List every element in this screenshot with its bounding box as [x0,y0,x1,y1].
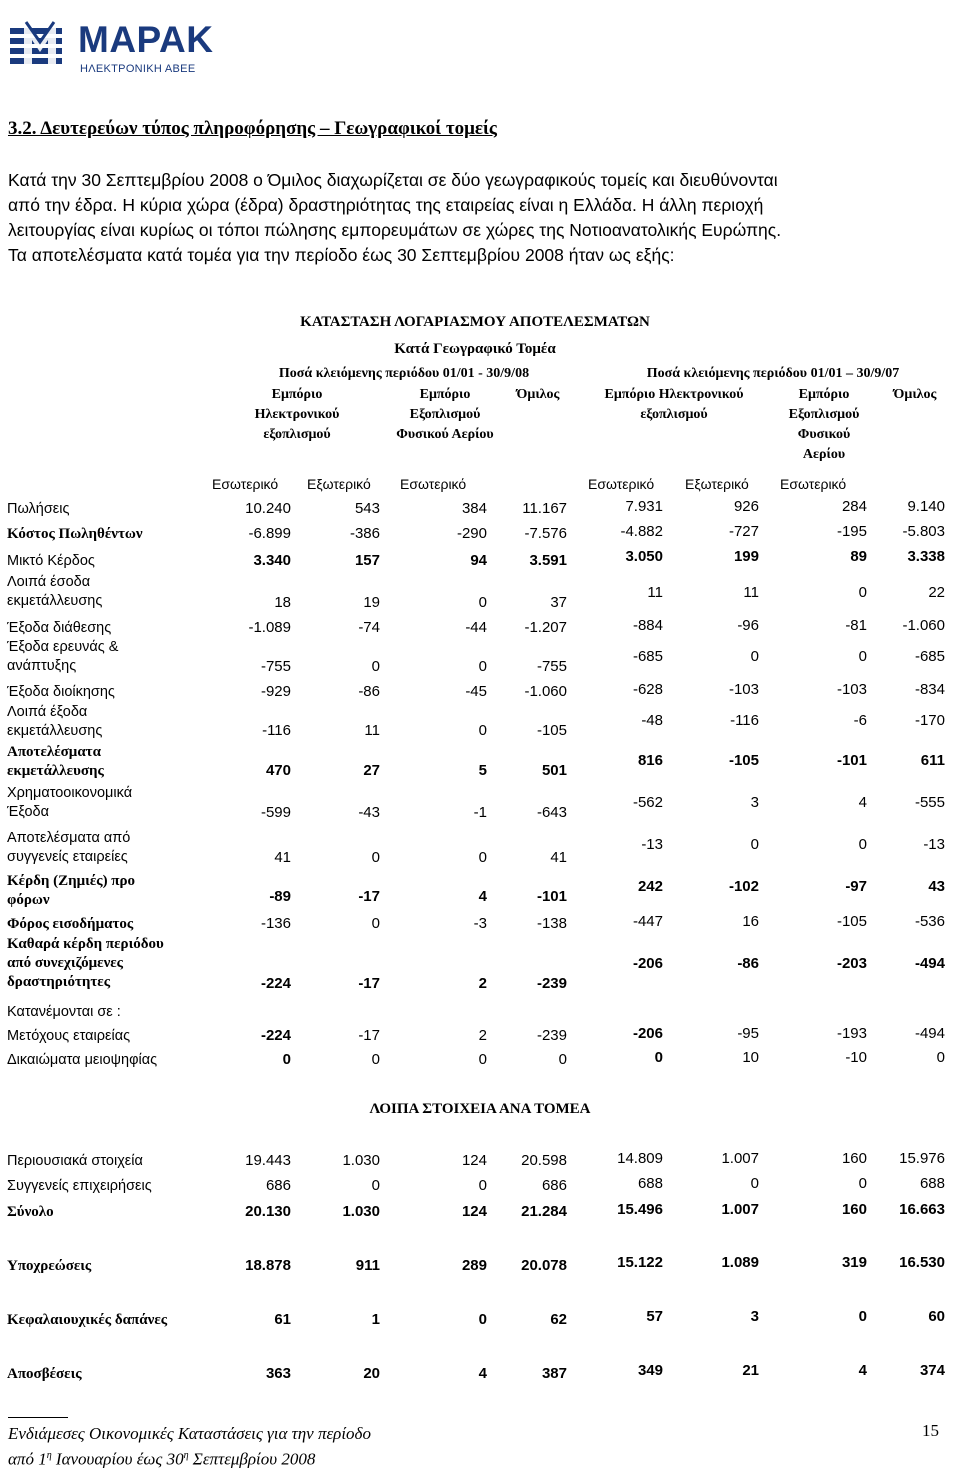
cell-2008: 686 [541,1177,567,1194]
cell-2008: 0 [478,1051,487,1068]
cell-2007: 3.338 [907,548,945,565]
subhdr-foreign-2008: Εξωτερικό [307,476,371,492]
cell-2008: -1.060 [524,683,567,700]
cell-2007: -81 [845,617,867,634]
subhdr-domestic-2008: Εσωτερικό [212,476,279,492]
cell-2008: 387 [541,1365,567,1382]
cell-2008: -105 [536,722,567,739]
cell-2007: 1.007 [721,1201,759,1218]
cell-2008: 19 [363,594,380,611]
cell-2008: 1.030 [342,1203,380,1220]
cell-2008: 0 [558,1051,567,1068]
cell-2008: -643 [536,804,567,821]
cell-2007: -105 [836,913,867,930]
cell-2007: 16.663 [899,1201,945,1218]
intro-line: Κατά την 30 Σεπτεμβρίου 2008 ο Όμιλος διαχωρίζεται σε δύο γεωγραφικούς τομείς και διευθύνονται [8,170,778,190]
cell-2008: 543 [354,500,380,517]
cell-2008: 10.240 [245,500,291,517]
row-label: Δικαιώματα μειοψηφίας [7,1052,158,1068]
cell-2008: 363 [265,1365,291,1382]
cell-2007: -48 [641,712,663,729]
cell-2007: 15.496 [617,1201,663,1218]
cell-2007: 57 [646,1308,663,1325]
cell-2007: 0 [858,836,867,853]
marak-logo-mark-icon [10,20,70,74]
period-2008-header: Ποσά κλειόμενης περιόδου 01/01 - 30/9/08 [278,366,530,381]
cell-2008: -755 [260,658,291,675]
subhdr-domestic-gas-2008: Εσωτερικό [400,476,467,492]
cell-2008: -239 [536,1027,567,1044]
cell-2008: 0 [478,1311,487,1328]
cell-2008: -101 [536,888,567,905]
cell-2008: 61 [274,1311,291,1328]
cell-2008: -755 [536,658,567,675]
period-2007-header: Ποσά κλειόμενης περιόδου 01/01 – 30/9/07 [646,366,900,381]
cell-2008: -17 [358,1027,380,1044]
cell-2008: 0 [478,849,487,866]
cell-2008: -17 [358,888,380,905]
cell-2008: 384 [461,500,487,517]
cell-2007: -562 [632,794,663,811]
cell-2008: -386 [349,525,380,542]
cell-2007: 3.050 [625,548,663,565]
cell-2008: -89 [269,888,291,905]
col-electronic-2008: Εμπόριο Ηλεκτρονικού εξοπλισμού [254,387,340,442]
cell-2008: 11.167 [522,500,567,517]
cell-2008: 0 [478,722,487,739]
row-label: Κέρδη (Ζημιές) προ φόρων [7,873,136,908]
cell-2007: -97 [845,878,867,895]
cell-2008: -138 [536,915,567,932]
subhdr-foreign-2007: Εξωτερικό [685,476,749,492]
cell-2007: -884 [632,617,663,634]
row-label: Μετόχους εταιρείας [7,1028,131,1044]
row-label: Αποτελέσματα εκμετάλλευσης [7,744,104,779]
table-title: ΚΑΤΑΣΤΑΣΗ ΛΟΓΑΡΙΑΣΜΟΥ ΑΠΟΤΕΛΕΣΜΑΤΩΝ [300,314,650,330]
cell-2008: -74 [358,619,380,636]
row-label: Χρηματοοικονομικά Έξοδα [7,785,133,820]
row-label: Αποτελέσματα από συγγενείς εταιρείες [7,830,131,865]
cell-2008: 37 [550,594,567,611]
cell-2008: -86 [358,683,380,700]
cell-2007: -13 [923,836,945,853]
cell-2007: 688 [919,1175,945,1192]
cell-2008: 0 [371,1177,380,1194]
cell-2007: 43 [928,878,945,895]
table-subtitle: Κατά Γεωγραφικό Τομέα [394,341,556,357]
cell-2007: 160 [841,1150,867,1167]
cell-2007: 11 [647,584,663,601]
cell-2007: 0 [654,1049,663,1066]
row-label: Υποχρεώσεις [7,1258,92,1274]
intro-line: λειτουργίας είναι κυρίως οι τόποι πώλησης εμπορευμάτων σε χώρες της Νοτιοανατολικής Ευρώπης. [8,220,782,240]
cell-2007: -101 [836,752,867,769]
cell-2008: 0 [371,1051,380,1068]
cell-2008: -1.089 [248,619,291,636]
cell-2008: 3.340 [253,552,291,569]
cell-2007: 349 [637,1362,663,1379]
cell-2007: -103 [728,681,759,698]
cell-2007: -105 [728,752,759,769]
cell-2007: 21 [742,1362,759,1379]
cell-2007: 0 [858,584,867,601]
cell-2007: 16.530 [899,1254,945,1271]
cell-2007: -203 [836,955,867,972]
cell-2008: 4 [478,888,487,905]
cell-2007: 15.976 [899,1150,945,1167]
cell-2008: -224 [260,1027,291,1044]
footer-text [8,1423,371,1471]
footer-divider [8,1417,68,1418]
cell-2007: 3 [750,794,759,811]
footer-line-2: από $1^\eta$ Ιανουαρίου έως $30^\eta$ Σεπτεμβρίου 2008 [8,1449,316,1469]
cell-2007: 10 [742,1049,759,1066]
cell-2007: 14.809 [617,1150,663,1167]
cell-2007: -86 [737,955,759,972]
cell-2007: 89 [850,548,867,565]
cell-2008: -45 [465,683,487,700]
cell-2008: -44 [465,619,487,636]
cell-2007: 816 [637,752,663,769]
cell-2008: 2 [478,975,487,992]
section-title: 3.2. Δευτερεύων τύπος πληροφόρησης – Γεωγραφικοί τομείς [8,118,497,139]
cell-2008: -17 [358,975,380,992]
cell-2007: -96 [737,617,759,634]
cell-2007: -834 [914,681,945,698]
row-label: Έξοδα ερευνάς & ανάπτυξης [7,639,119,674]
cell-2008: 94 [470,552,487,569]
cell-2008: 20.078 [521,1257,567,1274]
col-gas-2007: Εμπόριο Εξοπλισμού Φυσικού Αερίου [788,387,860,462]
cell-2007: -206 [632,1025,663,1042]
row-label: Φόρος εισοδήματος [7,916,134,932]
cell-2007: 0 [858,1175,867,1192]
cell-2008: 0 [282,1051,291,1068]
cell-2008: 3.591 [529,552,567,569]
cell-2008: 20 [363,1365,380,1382]
col-group-2008: Όμιλος [516,387,560,402]
cell-2007: 926 [733,498,759,515]
cell-2007: -103 [836,681,867,698]
cell-2007: -685 [632,648,663,665]
cell-2008: -116 [262,722,291,739]
cell-2008: 289 [461,1257,487,1274]
row-label: Περιουσιακά στοιχεία [7,1153,143,1169]
row-label: Συγγενείς επιχειρήσεις [7,1178,152,1194]
cell-2007: -685 [914,648,945,665]
cell-2007: 0 [750,1175,759,1192]
footer-line-1: Ενδιάμεσες Οικονομικές Καταστάσεις για την περίοδο [8,1424,371,1443]
cell-2008: 20.130 [245,1203,291,1220]
row-label: Σύνολο [7,1204,54,1220]
cell-2008: 27 [363,762,380,779]
cell-2007: 160 [841,1201,867,1218]
cell-2007: -206 [632,955,663,972]
cell-2007: -494 [914,955,945,972]
subhdr-domestic-gas-2007: Εσωτερικό [780,476,847,492]
row-label: Κόστος Πωληθέντων [7,526,143,542]
row-label: Αποσβέσεις [7,1366,82,1382]
cell-2008: -43 [358,804,380,821]
cell-2007: 9.140 [907,498,945,515]
cell-2007: 611 [920,752,945,769]
cell-2007: 22 [928,584,945,601]
cell-2008: 2 [478,1027,487,1044]
cell-2008: 470 [265,762,291,779]
cell-2007: -10 [845,1049,867,1066]
cell-2007: 1.089 [721,1254,759,1271]
cell-2008: 5 [478,762,487,779]
cell-2007: -170 [914,712,945,729]
cell-2007: -536 [914,913,945,930]
intro-paragraph [8,168,953,268]
cell-2008: 1.030 [342,1152,380,1169]
cell-2007: 16 [742,913,759,930]
row-label: Κατανέμονται σε : [7,1004,121,1020]
cell-2007: 1.007 [721,1150,759,1167]
row-label: Λοιπά έξοδα εκμετάλλευσης [7,704,103,739]
cell-2008: -239 [536,975,567,992]
cell-2008: 0 [478,594,487,611]
cell-2008: 124 [461,1152,487,1169]
cell-2008: 0 [371,915,380,932]
row-label: Λοιπά έσοδα εκμετάλλευσης [7,574,103,609]
cell-2008: 0 [371,658,380,675]
cell-2007: 3 [750,1308,759,1325]
row-label: Πωλήσεις [7,501,70,517]
col-group-2007: Όμιλος [893,387,937,402]
cell-2008: 124 [461,1203,487,1220]
cell-2007: -555 [914,794,945,811]
cell-2007: -116 [730,712,759,729]
cell-2007: -4.882 [620,523,663,540]
cell-2008: 157 [354,552,380,569]
row-label: Μικτό Κέρδος [7,553,95,569]
cell-2007: 60 [928,1308,945,1325]
cell-2008: -929 [260,683,291,700]
cell-2008: -1 [473,804,487,821]
cell-2007: 15.122 [617,1254,663,1271]
cell-2008: -1.207 [524,619,567,636]
intro-line: από την έδρα. Η κύρια χώρα (έδρα) δραστηριότητας της εταιρείας είναι η Ελλάδα. Η άλλη περιοχή [8,195,764,215]
cell-2008: -290 [456,525,487,542]
cell-2007: -102 [728,878,759,895]
cell-2008: 62 [550,1311,567,1328]
cell-2008: 0 [478,1177,487,1194]
cell-2008: 18 [274,594,291,611]
company-name: ΜΑΡΑΚ [78,19,214,60]
cell-2007: 0 [858,1308,867,1325]
cell-2007: -195 [836,523,867,540]
cell-2007: 319 [841,1254,867,1271]
cell-2008: 41 [550,849,567,866]
cell-2007: -5.803 [902,523,945,540]
cell-2007: 688 [637,1175,663,1192]
cell-2007: 4 [858,794,867,811]
cell-2007: 0 [858,648,867,665]
company-subtitle: ΗΛΕΚΤΡΟΝΙΚΗ ΑΒΕΕ [80,63,196,75]
cell-2008: -599 [260,804,291,821]
page-number: 15 [922,1421,939,1440]
cell-2007: 199 [733,548,759,565]
cell-2008: -224 [260,975,291,992]
other-data-title: ΛΟΙΠΑ ΣΤΟΙΧΕΙΑ ΑΝΑ ΤΟΜΕΑ [369,1101,591,1117]
cell-2007: -1.060 [902,617,945,634]
cell-2008: 686 [265,1177,291,1194]
cell-2007: -447 [632,913,663,930]
col-gas-2008: Εμπόριο Εξοπλισμού Φυσικού Αερίου [396,387,494,442]
intro-line: Τα αποτελέσματα κατά τομέα για την περίοδο έως 30 Σεπτεμβρίου 2008 ήταν ως εξής: [8,245,675,265]
cell-2008: 18.878 [245,1257,291,1274]
cell-2008: 911 [355,1257,380,1274]
cell-2007: -193 [836,1025,867,1042]
cell-2008: 41 [274,849,291,866]
cell-2007: 284 [841,498,867,515]
cell-2007: 0 [750,648,759,665]
cell-2007: -628 [632,681,663,698]
cell-2008: -7.576 [524,525,567,542]
cell-2008: 1 [371,1311,380,1328]
cell-2008: 501 [541,762,567,779]
cell-2007: -727 [728,523,759,540]
cell-2008: -136 [260,915,291,932]
cell-2007: -6 [853,712,867,729]
row-label: Κεφαλαιουχικές δαπάνες [7,1312,168,1328]
cell-2007: 0 [936,1049,945,1066]
cell-2007: 7.931 [625,498,663,515]
cell-2008: 21.284 [521,1203,567,1220]
cell-2008: 11 [364,722,380,739]
row-label: Έξοδα διάθεσης [7,620,112,636]
cell-2008: -3 [473,915,487,932]
cell-2007: 0 [750,836,759,853]
cell-2008: 0 [371,849,380,866]
cell-2008: 4 [478,1365,487,1382]
cell-2007: 374 [919,1362,945,1379]
cell-2007: 4 [858,1362,867,1379]
cell-2007: -494 [914,1025,945,1042]
cell-2007: 242 [637,878,663,895]
cell-2007: -13 [641,836,663,853]
cell-2008: 19.443 [245,1152,291,1169]
row-label: Έξοδα διοίκησης [7,684,115,700]
cell-2008: 0 [478,658,487,675]
cell-2007: -95 [737,1025,759,1042]
row-label: Καθαρά κέρδη περιόδου από συνεχιζόμενες δραστηριότητες [7,936,164,990]
cell-2008: -6.899 [248,525,291,542]
subhdr-domestic-2007: Εσωτερικό [588,476,655,492]
cell-2008: 20.598 [521,1152,567,1169]
cell-2007: 11 [743,584,759,601]
col-electronic-2007: Εμπόριο Ηλεκτρονικού εξοπλισμού [604,387,744,422]
